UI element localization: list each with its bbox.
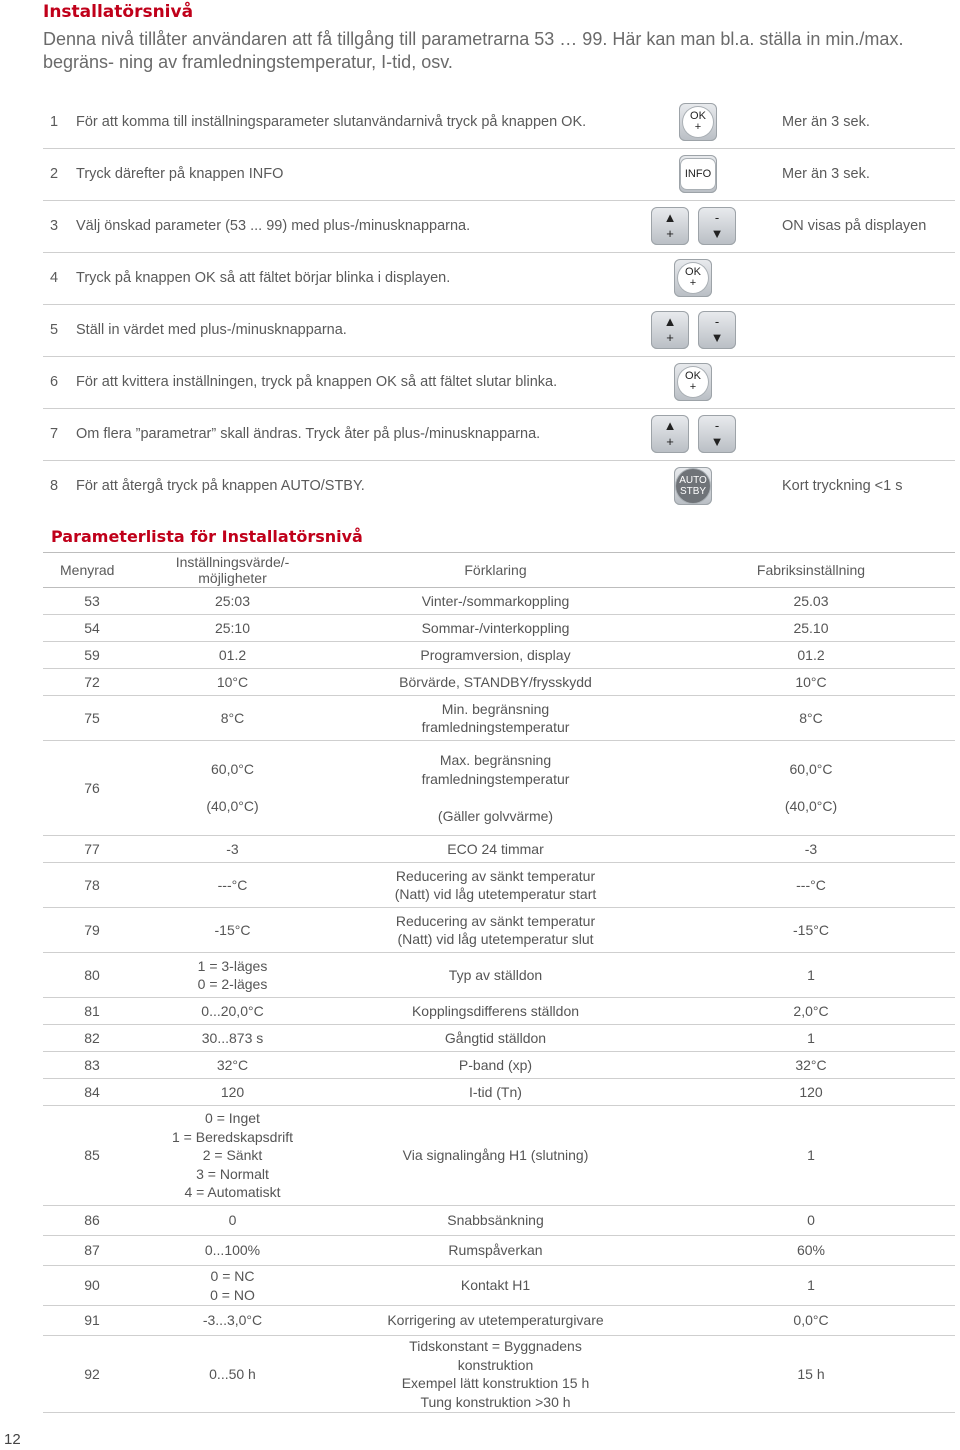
cell-explanation: Börvärde, STANDBY/frysskydd (324, 669, 667, 696)
cell-explanation: Kontakt H1 (324, 1266, 667, 1306)
table-row (43, 1052, 955, 1079)
table-row (43, 998, 955, 1025)
table-row (43, 836, 955, 863)
column-header-menu: Menyrad (43, 553, 141, 588)
cell-explanation: ECO 24 timmar (324, 836, 667, 863)
plus-button-icon: ▲ + (651, 415, 689, 453)
cell-factory: 8°C (667, 696, 955, 741)
cell-menu: 72 (43, 669, 141, 696)
cell-value: 0 (141, 1206, 324, 1236)
cell-explanation: P-band (xp) (324, 1052, 667, 1079)
cell-value: 25:10 (141, 615, 324, 642)
table-row (43, 1206, 955, 1236)
cell-value: 60,0°C (40,0°C) (141, 741, 324, 836)
cell-value: ---°C (141, 863, 324, 908)
step-text: Tryck därefter på knappen INFO (76, 166, 284, 182)
cell-explanation: Gångtid ställdon (324, 1025, 667, 1052)
cell-explanation: Max. begränsning framledningstemperatur (Gäller golvvärme) (324, 741, 667, 836)
step-row (43, 97, 955, 149)
ok-button-icon: OK + (679, 103, 717, 141)
cell-menu: 75 (43, 696, 141, 741)
cell-menu: 83 (43, 1052, 141, 1079)
cell-value: -15°C (141, 908, 324, 953)
step-note: Kort tryckning <1 s (782, 478, 903, 494)
page-number: 12 (4, 1431, 21, 1448)
table-row (43, 642, 955, 669)
cell-factory: 32°C (667, 1052, 955, 1079)
table-row (43, 908, 955, 953)
step-row (43, 461, 955, 512)
cell-menu: 53 (43, 588, 141, 615)
cell-explanation: Kopplingsdifferens ställdon (324, 998, 667, 1025)
table-row (43, 1266, 955, 1306)
step-note: Mer än 3 sek. (782, 114, 870, 130)
cell-menu: 77 (43, 836, 141, 863)
cell-factory: -3 (667, 836, 955, 863)
cell-factory: 60,0°C (40,0°C) (667, 741, 955, 836)
parameter-list-title: Parameterlista för Installatörsnivå (51, 527, 363, 546)
step-row (43, 201, 955, 253)
cell-menu: 76 (43, 741, 141, 836)
cell-explanation: Sommar-/vinterkoppling (324, 615, 667, 642)
step-row (43, 305, 955, 357)
cell-menu: 80 (43, 953, 141, 998)
cell-factory: ---°C (667, 863, 955, 908)
column-header-value: Inställningsvärde/-möjligheter (141, 553, 324, 588)
info-button-icon: INFO (679, 155, 717, 193)
cell-menu: 79 (43, 908, 141, 953)
step-note: Mer än 3 sek. (782, 166, 870, 182)
cell-menu: 92 (43, 1336, 141, 1413)
cell-factory: 2,0°C (667, 998, 955, 1025)
table-row (43, 615, 955, 642)
cell-menu: 54 (43, 615, 141, 642)
cell-menu: 82 (43, 1025, 141, 1052)
cell-explanation: Korrigering av utetemperaturgivare (324, 1306, 667, 1336)
cell-menu: 85 (43, 1106, 141, 1206)
cell-explanation: Rumspåverkan (324, 1236, 667, 1266)
step-text: För att komma till inställningsparameter slutanvändarnivå tryck på knappen OK. (76, 114, 587, 130)
step-number: 3 (50, 218, 59, 234)
cell-explanation: I-tid (Tn) (324, 1079, 667, 1106)
cell-value: 0...50 h (141, 1336, 324, 1413)
step-text: För att återgå tryck på knappen AUTO/STBY. (76, 478, 365, 494)
cell-menu: 81 (43, 998, 141, 1025)
step-number: 1 (50, 114, 59, 130)
cell-factory: 10°C (667, 669, 955, 696)
column-header-explanation: Förklaring (324, 553, 667, 588)
cell-explanation: Typ av ställdon (324, 953, 667, 998)
cell-value: 0 = NC 0 = NO (141, 1266, 324, 1306)
table-row (43, 953, 955, 998)
cell-value: -3 (141, 836, 324, 863)
parameter-table (43, 552, 955, 1413)
table-row (43, 741, 955, 836)
cell-factory: 25.10 (667, 615, 955, 642)
cell-explanation: Snabbsänkning (324, 1206, 667, 1236)
table-row (43, 1236, 955, 1266)
cell-explanation: Tidskonstant = Byggnadens konstruktion Exempel lätt konstruktion 15 h Tung konstruktion >30 h (324, 1336, 667, 1413)
cell-value: 30...873 s (141, 1025, 324, 1052)
cell-value: 1 = 3-läges 0 = 2-läges (141, 953, 324, 998)
cell-explanation: Reducering av sänkt temperatur (Natt) vid låg utetemperatur slut (324, 908, 667, 953)
cell-factory: 1 (667, 1266, 955, 1306)
ok-button-icon: OK + (674, 259, 712, 297)
minus-button-icon: - ▼ (698, 207, 736, 245)
step-row (43, 409, 955, 461)
plus-button-icon: ▲ + (651, 311, 689, 349)
step-text: För att kvittera inställningen, tryck på knappen OK så att fältet slutar blinka. (76, 374, 558, 390)
table-row (43, 1079, 955, 1106)
auto-stby-button-icon: AUTO STBY (674, 467, 712, 505)
column-header-factory: Fabriksinställning (667, 553, 955, 588)
step-number: 8 (50, 478, 59, 494)
plus-button-icon: ▲ + (651, 207, 689, 245)
step-number: 4 (50, 270, 59, 286)
cell-explanation: Vinter-/sommarkoppling (324, 588, 667, 615)
cell-menu: 86 (43, 1206, 141, 1236)
minus-button-icon: - ▼ (698, 415, 736, 453)
cell-factory: 01.2 (667, 642, 955, 669)
cell-factory: 1 (667, 1106, 955, 1206)
cell-menu: 84 (43, 1079, 141, 1106)
step-text: Tryck på knappen OK så att fältet börjar blinka i displayen. (76, 270, 451, 286)
table-row (43, 1336, 955, 1413)
step-note: ON visas på displayen (782, 218, 927, 234)
cell-value: 8°C (141, 696, 324, 741)
cell-menu: 87 (43, 1236, 141, 1266)
step-row (43, 357, 955, 409)
step-text: Om flera ”parametrar” skall ändras. Tryck åter på plus-/minusknapparna. (76, 426, 541, 442)
cell-menu: 90 (43, 1266, 141, 1306)
step-row (43, 253, 955, 305)
cell-value: -3...3,0°C (141, 1306, 324, 1336)
cell-explanation: Min. begränsning framledningstemperatur (324, 696, 667, 741)
cell-factory: 60% (667, 1236, 955, 1266)
cell-value: 0 = Inget 1 = Beredskapsdrift 2 = Sänkt 3 = Normalt 4 = Automatiskt (141, 1106, 324, 1206)
cell-value: 0...100% (141, 1236, 324, 1266)
cell-menu: 78 (43, 863, 141, 908)
cell-value: 120 (141, 1079, 324, 1106)
cell-factory: 25.03 (667, 588, 955, 615)
step-text: Ställ in värdet med plus-/minusknapparna. (76, 322, 347, 338)
cell-explanation: Reducering av sänkt temperatur (Natt) vid låg utetemperatur start (324, 863, 667, 908)
cell-menu: 59 (43, 642, 141, 669)
cell-factory: 15 h (667, 1336, 955, 1413)
table-row (43, 863, 955, 908)
cell-factory: 1 (667, 953, 955, 998)
cell-factory: 0 (667, 1206, 955, 1236)
cell-value: 32°C (141, 1052, 324, 1079)
intro-paragraph: Denna nivå tillåter användaren att få tillgång till parametrarna 53 … 99. Här kan man bl.a. ställa in min./max. begräns- ning av framledningstemperatur, I-tid, osv. (43, 29, 904, 72)
cell-explanation: Via signalingång H1 (slutning) (324, 1106, 667, 1206)
ok-button-icon: OK + (674, 363, 712, 401)
table-row (43, 1306, 955, 1336)
cell-value: 0...20,0°C (141, 998, 324, 1025)
table-header-row (43, 553, 955, 588)
table-row (43, 669, 955, 696)
minus-button-icon: - ▼ (698, 311, 736, 349)
cell-value: 25:03 (141, 588, 324, 615)
step-row (43, 149, 955, 201)
step-list (43, 97, 955, 512)
step-number: 2 (50, 166, 59, 182)
cell-factory: 1 (667, 1025, 955, 1052)
table-row (43, 588, 955, 615)
cell-value: 10°C (141, 669, 324, 696)
cell-value: 01.2 (141, 642, 324, 669)
step-text: Välj önskad parameter (53 ... 99) med plus-/minusknapparna. (76, 218, 471, 234)
cell-menu: 91 (43, 1306, 141, 1336)
cell-factory: 0,0°C (667, 1306, 955, 1336)
table-row (43, 696, 955, 741)
section-title-installer-level: Installatörsnivå (43, 2, 194, 22)
cell-factory: 120 (667, 1079, 955, 1106)
cell-explanation: Programversion, display (324, 642, 667, 669)
cell-factory: -15°C (667, 908, 955, 953)
table-row (43, 1106, 955, 1206)
step-number: 5 (50, 322, 59, 338)
table-row (43, 1025, 955, 1052)
step-number: 7 (50, 426, 59, 442)
step-number: 6 (50, 374, 59, 390)
